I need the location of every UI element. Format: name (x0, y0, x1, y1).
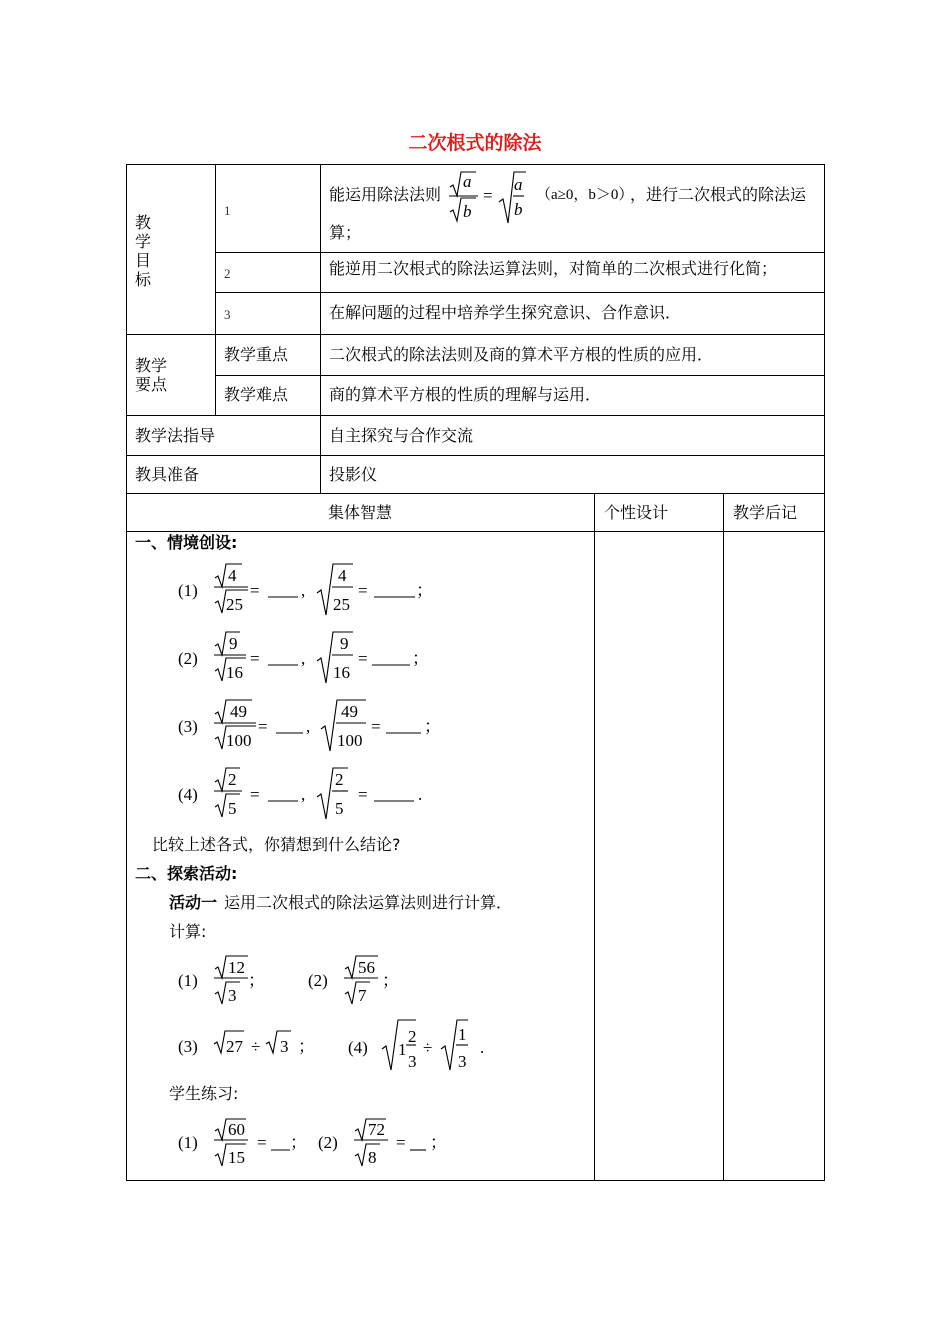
svg-text:5: 5 (228, 799, 237, 818)
exercise-1-1 (178, 563, 438, 615)
svg-text:15: 15 (228, 1148, 245, 1167)
svg-text:100: 100 (337, 731, 363, 750)
svg-text:16: 16 (226, 663, 243, 682)
tools-label: 教具准备 (135, 465, 200, 484)
svg-text:1: 1 (458, 1025, 467, 1044)
svg-text:49: 49 (230, 702, 247, 721)
svg-text:8: 8 (368, 1148, 377, 1167)
goal-1-text-cont: ，进行二次根式的除法运 (630, 185, 807, 204)
svg-text:；: ； (430, 1133, 447, 1152)
svg-text:=: = (258, 717, 268, 736)
svg-text:=: = (358, 649, 368, 668)
svg-text:(1): (1) (178, 971, 198, 990)
exercise-1-2 (178, 631, 438, 683)
exercise-1-4 (178, 767, 438, 819)
svg-text:；: ； (424, 717, 441, 736)
difficulty-label: 教学难点 (224, 385, 289, 404)
svg-text:；: ； (298, 1037, 315, 1056)
svg-text:2: 2 (228, 770, 237, 789)
svg-text:,: , (306, 717, 311, 736)
svg-text:；: ； (248, 971, 265, 990)
key-point-text: 二次根式的除法法则及商的算术平方根的性质的应用． (329, 345, 714, 364)
svg-text:b: b (463, 202, 472, 221)
svg-text:27: 27 (226, 1037, 243, 1056)
calc-1 (178, 955, 278, 1007)
svg-text:.: . (418, 785, 423, 804)
goal-1-text: 能运用除法法则 (329, 185, 442, 204)
svg-text:÷: ÷ (251, 1037, 261, 1056)
svg-text:4: 4 (338, 566, 347, 585)
svg-text:72: 72 (368, 1120, 385, 1139)
svg-text:100: 100 (226, 731, 252, 750)
goal-number-3: 3 (224, 307, 231, 322)
svg-text:=: = (250, 649, 260, 668)
svg-text:(3): (3) (178, 717, 198, 736)
svg-text:=: = (250, 581, 260, 600)
tools-text: 投影仪 (329, 465, 378, 484)
svg-text:；: ； (382, 971, 399, 990)
svg-text:25: 25 (333, 595, 350, 614)
calc-label: 计算: (169, 922, 207, 941)
exercise-1-3 (178, 699, 441, 751)
activity-label: 活动一 (169, 893, 218, 912)
svg-text:(2): (2) (178, 649, 198, 668)
svg-text:b: b (514, 200, 523, 219)
method-label: 教学法指导 (135, 426, 216, 445)
goal-3-text: 在解问题的过程中培养学生探究意识、合作意识． (329, 303, 682, 322)
svg-text:(1): (1) (178, 581, 198, 600)
section2-heading: 二、探索活动: (135, 864, 238, 883)
svg-text:9: 9 (340, 634, 349, 653)
goal-2-text: 能逆用二次根式的除法运算法则，对简单的二次根式进行化简； (329, 259, 778, 278)
svg-text:=: = (358, 785, 368, 804)
svg-text:,: , (301, 649, 306, 668)
svg-text:56: 56 (358, 958, 375, 977)
svg-text:7: 7 (358, 986, 367, 1005)
column-header-notes: 教学后记 (733, 503, 798, 522)
svg-text:,: , (301, 581, 306, 600)
svg-text:(4): (4) (348, 1038, 368, 1057)
svg-text:；: ； (412, 649, 429, 668)
column-header-personal: 个性设计 (604, 503, 669, 522)
svg-text:,: , (301, 785, 306, 804)
activity-text: 运用二次根式的除法运算法则进行计算． (224, 893, 513, 912)
svg-text:3: 3 (458, 1052, 467, 1071)
svg-text:=: = (396, 1133, 406, 1152)
calc-2 (308, 955, 408, 1007)
svg-text:=: = (358, 581, 368, 600)
svg-text:(2): (2) (318, 1133, 338, 1152)
svg-text:.: . (480, 1038, 485, 1057)
svg-text:；: ； (416, 581, 433, 600)
svg-text:a: a (514, 175, 523, 194)
svg-text:(3): (3) (178, 1037, 198, 1056)
svg-text:；: ； (290, 1133, 307, 1152)
goal-1-condition: （a≥0，b＞0） (536, 187, 634, 203)
svg-text:=: = (483, 186, 493, 205)
goal-number-2: 2 (224, 266, 231, 281)
key-points-label-1: 教学 (135, 356, 168, 375)
goal-number-1: 1 (224, 203, 231, 218)
svg-text:2: 2 (335, 770, 344, 789)
section1-question: 比较上述各式，你猜想到什么结论? (152, 835, 401, 854)
practice-2 (318, 1118, 458, 1170)
svg-text:5: 5 (335, 799, 344, 818)
svg-text:=: = (257, 1133, 267, 1152)
svg-text:3: 3 (408, 1052, 417, 1071)
svg-text:4: 4 (228, 566, 237, 585)
goals-label: 教 学 目 标 (135, 213, 152, 289)
practice-label: 学生练习: (169, 1084, 239, 1103)
key-point-label: 教学重点 (224, 345, 289, 364)
svg-text:=: = (371, 717, 381, 736)
method-text: 自主探究与合作交流 (329, 426, 474, 445)
svg-text:60: 60 (228, 1120, 245, 1139)
division-rule-formula (448, 170, 528, 224)
column-header-main: 集体智慧 (327, 503, 392, 522)
calc-3 (178, 1030, 318, 1060)
svg-text:49: 49 (341, 702, 358, 721)
difficulty-text: 商的算术平方根的性质的理解与运用． (329, 385, 602, 404)
svg-text:(2): (2) (308, 971, 328, 990)
section1-heading: 一、情境创设: (135, 533, 238, 552)
svg-text:(4): (4) (178, 785, 198, 804)
svg-text:2: 2 (408, 1027, 417, 1046)
svg-text:3: 3 (228, 986, 237, 1005)
svg-text:÷: ÷ (423, 1038, 433, 1057)
page-title: 二次根式的除法 (408, 132, 542, 154)
key-points-label-2: 要点 (135, 375, 168, 394)
svg-text:25: 25 (226, 595, 243, 614)
svg-text:12: 12 (228, 958, 245, 977)
svg-text:=: = (250, 785, 260, 804)
svg-text:16: 16 (333, 663, 350, 682)
svg-text:a: a (463, 172, 472, 191)
svg-text:1: 1 (398, 1040, 407, 1059)
practice-1 (178, 1118, 318, 1170)
svg-text:3: 3 (280, 1037, 289, 1056)
calc-4 (348, 1018, 498, 1072)
goal-1-text-line2: 算； (329, 223, 362, 242)
svg-text:(1): (1) (178, 1133, 198, 1152)
svg-text:9: 9 (229, 634, 238, 653)
